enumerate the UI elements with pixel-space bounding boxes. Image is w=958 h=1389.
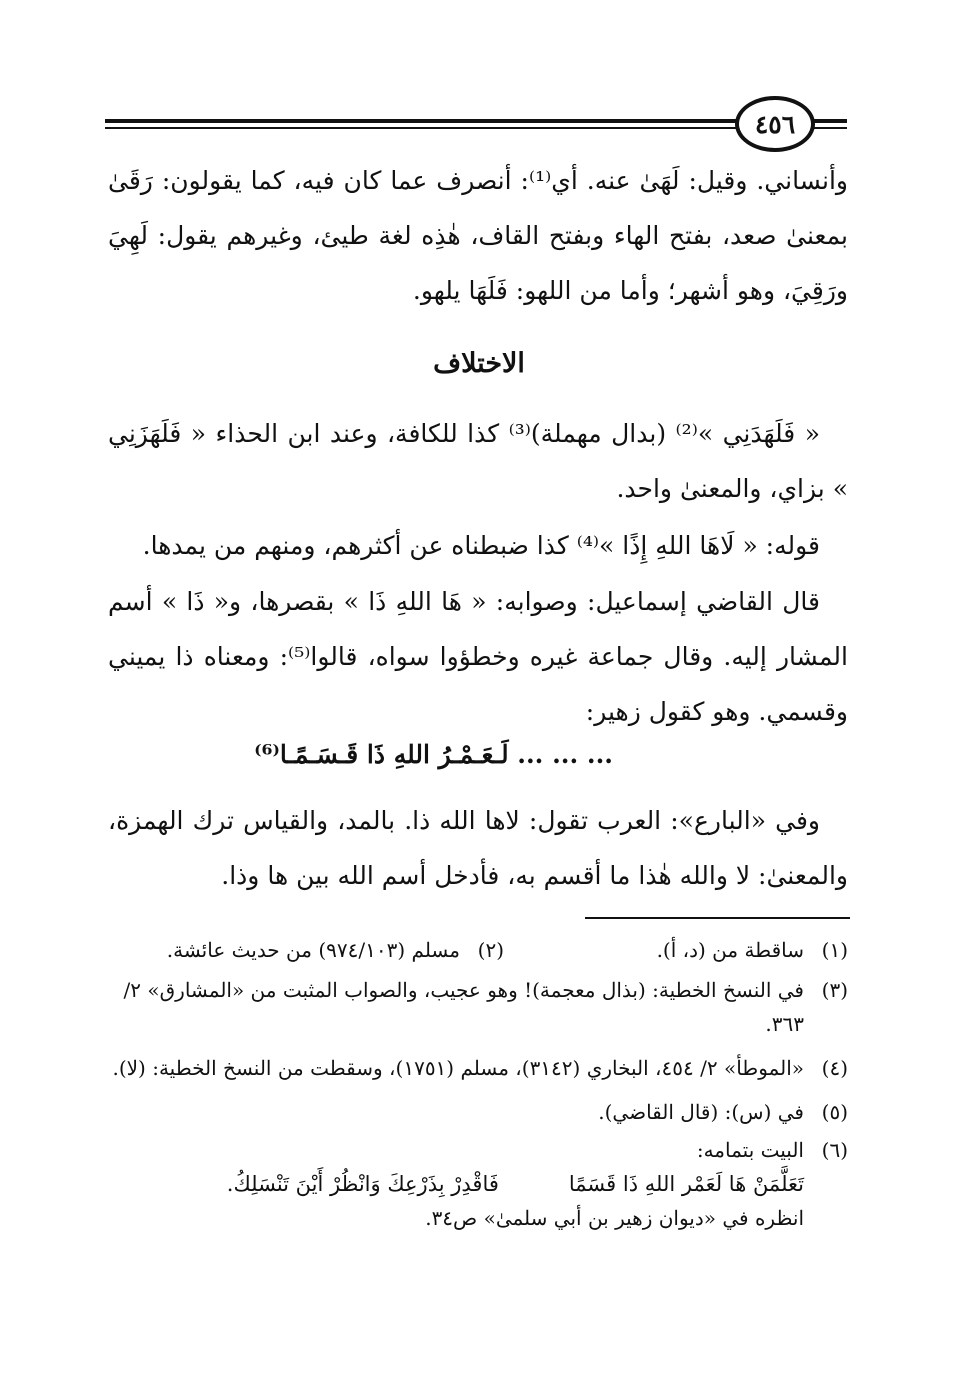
footnote-text: في (س): (قال القاضي).	[598, 1100, 804, 1124]
footnote-text: ساقطة من (د، أ).	[656, 938, 804, 962]
footnote-separator	[585, 917, 850, 919]
paragraph-5	[108, 793, 848, 903]
paragraph-1	[108, 153, 848, 318]
poem-verse: ... ... ... لَـعَـمْـرُ اللهِ ذَا قَـسَـمًـا⁽⁶⁾	[254, 740, 613, 769]
footnote-number: (٣)	[821, 978, 848, 1002]
footnote-text: البيت بتمامه:	[696, 1138, 804, 1162]
paragraph-2	[108, 406, 848, 516]
footnote-reference: انظره في «ديوان زهير بن أبي سلمىٰ» ص٣٤.	[425, 1206, 804, 1230]
footnote-text: مسلم (٩٧٤/١٠٣) من حديث عائشة.	[166, 938, 460, 962]
footnote-text: في النسخ الخطية: (بذال معجمة)! وهو عجيب، والصواب المثبت من «المشارق» ٢/ ٣٦٣.	[123, 978, 804, 1036]
paragraph-3	[108, 518, 848, 573]
hemistich-second: فَاقْدِرْ بِذَرْعِكَ وَانْظُرْ أَيْنَ تَنْسَلِكُ.	[226, 1172, 499, 1196]
footnote-4	[108, 1051, 848, 1085]
footnote-number: (٤)	[821, 1056, 848, 1080]
page-number-badge	[735, 96, 815, 152]
section-heading: الاختلاف	[433, 348, 525, 379]
paragraph-text: قوله: « لَاهَا اللهِ إِذًا »⁽⁴⁾ كذا ضبطناه عن أكثرهم، ومنهم من يمدها.	[142, 531, 820, 560]
hemistich-first: تَعَلَّمَنْ هَا لَعَمْر اللهِ ذَا قَسَمًا	[568, 1172, 804, 1196]
footnote-couplet	[108, 1167, 804, 1201]
footnote-3	[108, 973, 848, 1041]
footnote-number: (٥)	[821, 1100, 848, 1124]
paragraph-text: « فَلَهَدَنِي »⁽²⁾ (بدال مهملة)⁽³⁾ كذا للكافة، وعند ابن الحذاء « فَلَهَزَنِي » بزاي، والمعنىٰ واحد.	[108, 419, 848, 503]
footnote-5	[108, 1095, 848, 1129]
footnote-number: (٦)	[821, 1138, 848, 1162]
footnote-number: (٢)	[477, 938, 504, 962]
paragraph-text: قال القاضي إسماعيل: وصوابه: « هَا اللهِ ذَا » بقصرها، و« ذَا » أسم المشار إليه. وقال جماعة غيره وخطؤوا سواه، قالوا⁽⁵⁾: ومعناه ذا يميني وقسمي. وهو كقول زهير:	[108, 587, 848, 726]
footnotes	[108, 933, 848, 1235]
footnote-text: «الموطأ» ٢/ ٤٥٤، البخاري (٣١٤٢)، مسلم (١٧٥١)، وسقطت من النسخ الخطية: (لا).	[112, 1056, 804, 1080]
paragraph-text: وأنساني. وقيل: لَهَىٰ عنه. أي⁽¹⁾: أنصرف عما كان فيه، كما يقولون: رَقَىٰ بمعنىٰ صعد، بفتح الهاء وبفتح القاف، هٰذِه لغة طيئ، وغيرهم يقول: لَهِيَ ورَقِيَ، وهو أشهر؛ وأما من اللهو: فَلَهَا يلهو.	[108, 166, 849, 305]
footnote-6	[108, 1133, 848, 1167]
page-number: ٤٥٦	[754, 109, 796, 139]
paragraph-text: وفي «البارع»: العرب تقول: لاها الله ذا. بالمد، والقياس ترك الهمزة، والمعنىٰ: لا والله هٰذا ما أقسم به، فأدخل أسم الله بين ها وذا.	[108, 806, 848, 890]
footnote-1-2	[108, 933, 848, 967]
paragraph-4	[108, 574, 848, 739]
footnote-number: (١)	[821, 938, 848, 962]
